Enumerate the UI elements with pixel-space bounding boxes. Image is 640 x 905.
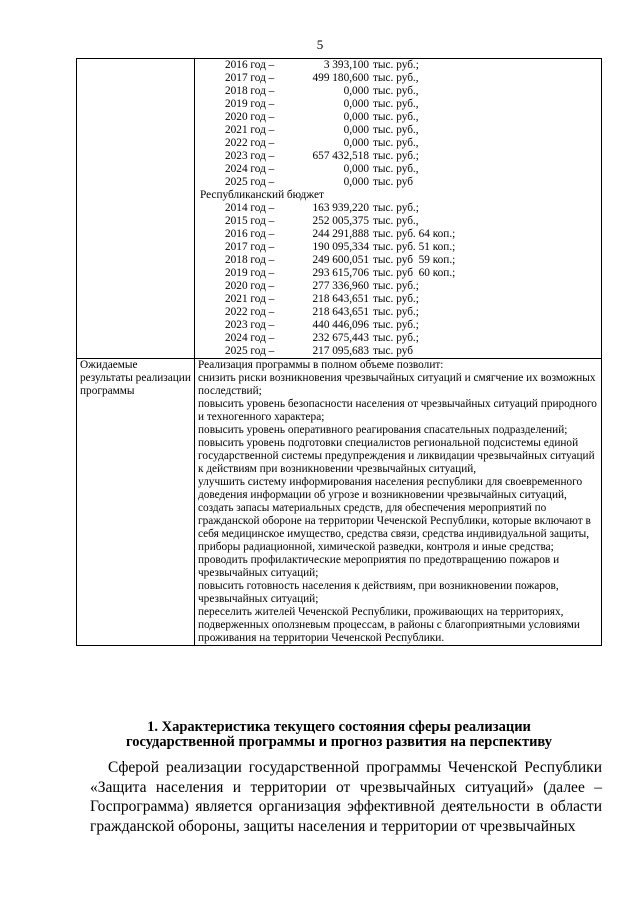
year-row-amount: 293 615,706 [312,267,369,279]
year-row-unit: тыс. руб [373,345,413,357]
section-heading-line-2: государственной программы и прогноз развития на перспективу [125,734,553,750]
year-row-year: 2017 год – [225,72,275,84]
year-row-year: 2014 год – [225,202,275,214]
result-item: повысить уровень оперативного реагирования спасательных подразделений; [198,424,568,436]
year-row-amount: 440 446,096 [312,319,369,331]
year-row-amount: 232 675,443 [312,332,369,344]
section-paragraph-text: Сферой реализации государственной программы Чеченской Республики «Защита населения и территории от чрезвычайных ситуаций» (далее – Госпрограмма) является организация эффективной деятельности в области гражданской обороны, защиты населения и территории от чрезвычайных [90,759,602,835]
year-row-unit: тыс. руб.; [373,293,419,305]
year-row [200,163,598,176]
result-item: улучшить систему информирования населения республики для своевременного доведения информации об угрозе и возникновении чрезвычайных ситуаций, [198,476,583,501]
year-row-amount: 218 643,651 [312,306,369,318]
year-row [200,293,598,306]
year-row-year: 2020 год – [225,280,275,292]
year-row-amount: 3 393,100 [323,59,369,71]
year-row [200,280,598,293]
program-passport-table [76,58,602,646]
year-row [200,98,598,111]
year-row-amount: 252 005,375 [312,215,369,227]
year-row-year: 2018 год – [225,254,275,266]
year-row-year: 2023 год – [225,150,275,162]
year-row-amount: 244 291,888 [312,228,369,240]
year-row-unit: тыс. руб., [373,137,419,149]
expected-results-row [77,359,602,646]
year-row [200,345,598,358]
section-paragraph [90,758,602,836]
year-row-amount: 163 939,220 [312,202,369,214]
result-item: создать запасы материальных средств, для обеспечения мероприятий по гражданской обороне на территории Чеченской Республики, которые включают в себя медицинское имущество, средства связи, средства индивидуальной защиты, приборы радиационной, химической разведки, контроля и иные средства; [198,502,591,553]
year-row [200,254,598,267]
year-row-amount: 0,000 [343,137,369,149]
year-row-year: 2025 год – [225,176,275,188]
year-row-unit: тыс. руб., [373,215,419,227]
year-row-amount: 218 643,651 [312,293,369,305]
year-row-unit: тыс. руб., [373,98,419,110]
year-row-unit: тыс. руб 60 коп.; [373,267,456,279]
year-row [200,111,598,124]
year-row-unit: тыс. руб.; [373,306,419,318]
year-row-amount: 0,000 [343,98,369,110]
republic-budget-label: Республиканский бюджет [200,189,324,201]
year-row-unit: тыс. руб.; [373,280,419,292]
year-row-unit: тыс. руб.; [373,332,419,344]
year-row-amount: 0,000 [343,124,369,136]
year-row-year: 2018 год – [225,85,275,97]
year-row-amount: 217 095,683 [312,345,369,357]
year-row-year: 2022 год – [225,137,275,149]
federal-years-list [200,59,598,189]
year-row-year: 2016 год – [225,59,275,71]
result-item: переселить жителей Чеченской Республики, проживающих на территориях, подверженных оползневым процессам, в районы с благоприятными условиями проживания на территории Чеченской Республики. [198,606,580,644]
year-row-unit: тыс. руб., [373,85,419,97]
year-row-amount: 0,000 [343,176,369,188]
year-row-year: 2024 год – [225,332,275,344]
year-row-amount: 0,000 [343,111,369,123]
expected-results-text [195,359,602,646]
year-row [200,72,598,85]
year-row [200,176,598,189]
financing-label-cell [77,59,195,359]
year-row-amount: 277 336,960 [312,280,369,292]
year-row-amount: 0,000 [343,85,369,97]
result-item: проводить профилактические мероприятия по предотвращению пожаров и чрезвычайных ситуаций; [198,554,560,579]
expected-results-label: Ожидаемые результаты реализации программы [77,359,195,646]
section-heading [76,720,602,750]
year-row [200,215,598,228]
year-row-year: 2021 год – [225,293,275,305]
year-row-amount: 249 600,051 [312,254,369,266]
year-row-unit: тыс. руб., [373,111,419,123]
year-row [200,85,598,98]
year-row-unit: тыс. руб 59 коп.; [373,254,456,266]
year-row [200,228,598,241]
year-row-unit: тыс. руб.; [373,150,419,162]
year-row [200,202,598,215]
year-row-unit: тыс. руб.; [373,202,419,214]
year-row [200,124,598,137]
republic-years-list [200,202,598,358]
financing-values-cell [195,59,602,359]
year-row-year: 2016 год – [225,228,275,240]
year-row-amount: 190 095,334 [312,241,369,253]
year-row-amount: 657 432,518 [312,150,369,162]
year-row-amount: 0,000 [343,163,369,175]
result-item: повысить уровень безопасности населения от чрезвычайных ситуаций природного и техногенного характера; [198,398,597,423]
year-row-unit: тыс. руб., [373,163,419,175]
year-row [200,137,598,150]
result-item: повысить уровень подготовки специалистов региональной подсистемы единой государственной системы предупреждения и ликвидации чрезвычайных ситуаций к действиям при возникновении чрезвычайных ситуаций, [198,437,595,475]
year-row-year: 2023 год – [225,319,275,331]
result-item: Реализация программы в полном объеме позволит: [198,359,444,371]
year-row-unit: тыс. руб., [373,72,419,84]
year-row [200,59,598,72]
year-row [200,332,598,345]
year-row [200,267,598,280]
year-row-unit: тыс. руб.; [373,319,419,331]
year-row-unit: тыс. руб. 51 коп.; [373,241,456,253]
year-row-year: 2025 год – [225,345,275,357]
year-row-unit: тыс. руб., [373,124,419,136]
page-number: 5 [316,37,324,52]
year-row [200,306,598,319]
year-row [200,150,598,163]
section-heading-line-1: 1. Характеристика текущего состояния сферы реализации [147,719,531,735]
result-item: повысить готовность населения к действиям, при возникновении пожаров, чрезвычайных ситуаций; [198,580,559,605]
year-row-year: 2020 год – [225,111,275,123]
year-row-unit: тыс. руб.; [373,59,419,71]
year-row-unit: тыс. руб [373,176,413,188]
financing-row [77,59,602,359]
year-row-amount: 499 180,600 [312,72,369,84]
year-row-year: 2017 год – [225,241,275,253]
year-row [200,319,598,332]
year-row-year: 2015 год – [225,215,275,227]
year-row [200,241,598,254]
year-row-year: 2019 год – [225,267,275,279]
year-row-year: 2021 год – [225,124,275,136]
year-row-year: 2019 год – [225,98,275,110]
year-row-year: 2024 год – [225,163,275,175]
year-row-year: 2022 год – [225,306,275,318]
result-item: снизить риски возникновения чрезвычайных ситуаций и смягчение их возможных последствий; [198,372,596,397]
year-row-unit: тыс. руб. 64 коп.; [373,228,456,240]
